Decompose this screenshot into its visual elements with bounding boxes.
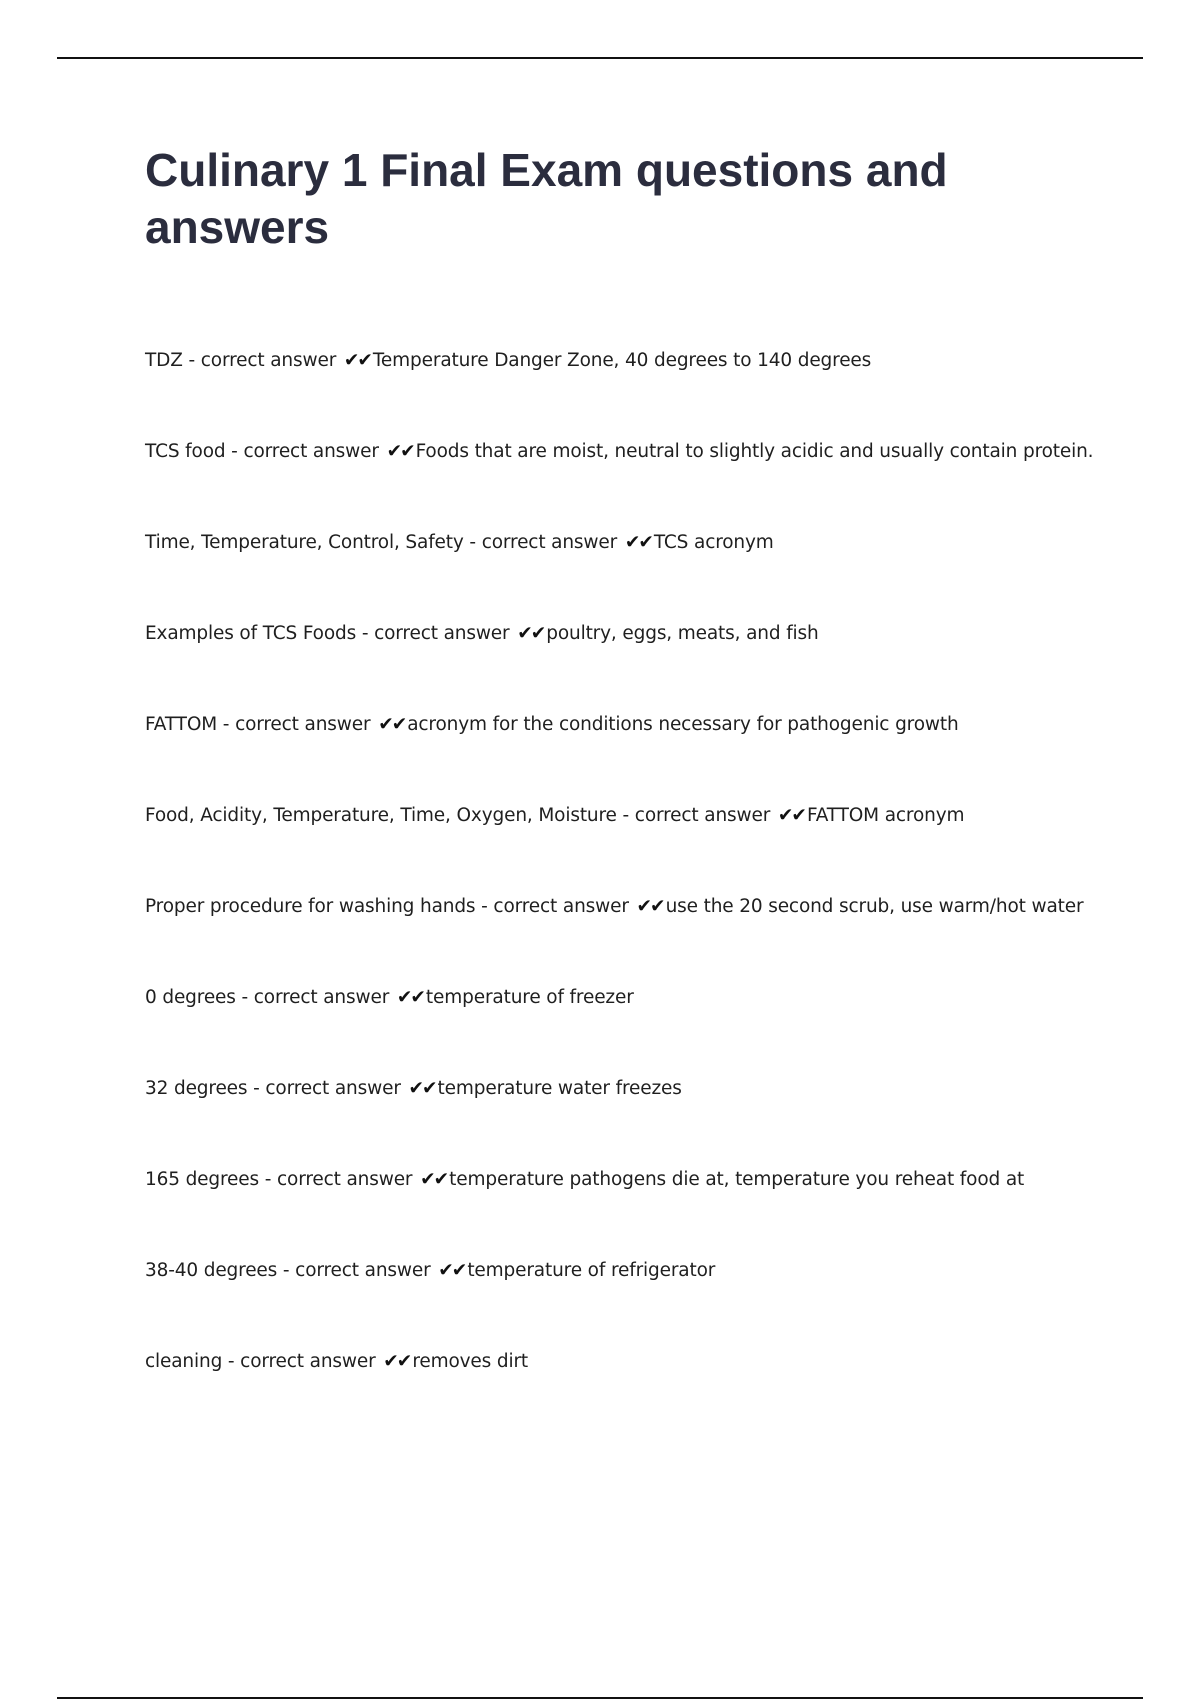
- qa-item: [145, 528, 1155, 619]
- answer-label: correct answer: [481, 532, 618, 553]
- answer-label: correct answer: [200, 350, 337, 371]
- check-icon: ✔✔: [396, 987, 424, 1008]
- answer-label: correct answer: [277, 1169, 413, 1190]
- qa-answer: TCS acronym: [653, 532, 774, 553]
- answer-label: correct answer: [634, 805, 771, 826]
- separator: -: [182, 350, 201, 371]
- qa-answer: temperature water freezes: [437, 1078, 682, 1099]
- qa-answer: FATTOM acronym: [806, 805, 965, 826]
- answer-label: correct answer: [235, 714, 371, 735]
- qa-term: cleaning: [145, 1351, 223, 1372]
- qa-item: [145, 983, 1155, 1074]
- qa-item: [145, 1256, 1155, 1347]
- separator: -: [277, 1260, 296, 1281]
- check-icon: ✔✔: [408, 1078, 436, 1099]
- qa-item: [145, 892, 1155, 983]
- answer-label: correct answer: [374, 623, 510, 644]
- qa-item: [145, 710, 1155, 801]
- qa-answer: temperature of refrigerator: [467, 1260, 716, 1281]
- qa-answer: poultry, eggs, meats, and fish: [546, 623, 819, 644]
- separator: -: [616, 805, 635, 826]
- qa-term: 0 degrees: [145, 987, 236, 1008]
- check-icon: ✔✔: [383, 1351, 411, 1372]
- qa-answer: use the 20 second scrub, use warm/hot water: [665, 896, 1084, 917]
- qa-item: [145, 1165, 1155, 1256]
- separator: -: [463, 532, 482, 553]
- qa-term: Examples of TCS Foods: [145, 623, 357, 644]
- answer-label: correct answer: [493, 896, 629, 917]
- separator: -: [222, 1351, 241, 1372]
- qa-answer: acronym for the conditions necessary for pathogenic growth: [407, 714, 959, 735]
- qa-item: [145, 619, 1155, 710]
- qa-answer: temperature of freezer: [425, 987, 634, 1008]
- separator: -: [247, 1078, 266, 1099]
- qa-term: Proper procedure for washing hands: [145, 896, 476, 917]
- qa-term: TCS food: [145, 441, 226, 462]
- qa-term: TDZ: [145, 350, 183, 371]
- check-icon: ✔✔: [624, 532, 652, 553]
- check-icon: ✔✔: [636, 896, 664, 917]
- qa-item: [145, 1347, 1155, 1438]
- qa-term: 38-40 degrees: [145, 1260, 278, 1281]
- check-icon: ✔✔: [420, 1169, 448, 1190]
- top-rule: [57, 57, 1143, 59]
- check-icon: ✔✔: [343, 350, 371, 371]
- separator: -: [356, 623, 375, 644]
- qa-answer: Temperature Danger Zone, 40 degrees to 140 degrees: [372, 350, 872, 371]
- bottom-rule: [57, 1697, 1143, 1699]
- qa-answer: Foods that are moist, neutral to slightly acidic and usually contain protein.: [415, 441, 1094, 462]
- qa-item: [145, 437, 1155, 528]
- qa-item: [145, 1074, 1155, 1165]
- answer-label: correct answer: [295, 1260, 431, 1281]
- qa-answer: temperature pathogens die at, temperature you reheat food at: [449, 1169, 1025, 1190]
- check-icon: ✔✔: [777, 805, 805, 826]
- separator: -: [259, 1169, 278, 1190]
- qa-term: Food, Acidity, Temperature, Time, Oxygen, Moisture: [145, 805, 617, 826]
- answer-label: correct answer: [243, 441, 379, 462]
- qa-item: [145, 801, 1155, 892]
- qa-term: 32 degrees: [145, 1078, 248, 1099]
- separator: -: [225, 441, 244, 462]
- separator: -: [235, 987, 254, 1008]
- answer-label: correct answer: [265, 1078, 401, 1099]
- check-icon: ✔✔: [386, 441, 414, 462]
- check-icon: ✔✔: [438, 1260, 466, 1281]
- qa-term: FATTOM: [145, 714, 218, 735]
- check-icon: ✔✔: [517, 623, 545, 644]
- document-title: Culinary 1 Final Exam questions and answers: [145, 144, 948, 253]
- qa-answer: removes dirt: [412, 1351, 529, 1372]
- qa-list: [145, 346, 1155, 1438]
- separator: -: [217, 714, 236, 735]
- qa-item: [145, 346, 1155, 437]
- separator: -: [475, 896, 494, 917]
- check-icon: ✔✔: [378, 714, 406, 735]
- answer-label: correct answer: [240, 1351, 376, 1372]
- qa-term: 165 degrees: [145, 1169, 260, 1190]
- qa-term: Time, Temperature, Control, Safety: [145, 532, 464, 553]
- answer-label: correct answer: [253, 987, 390, 1008]
